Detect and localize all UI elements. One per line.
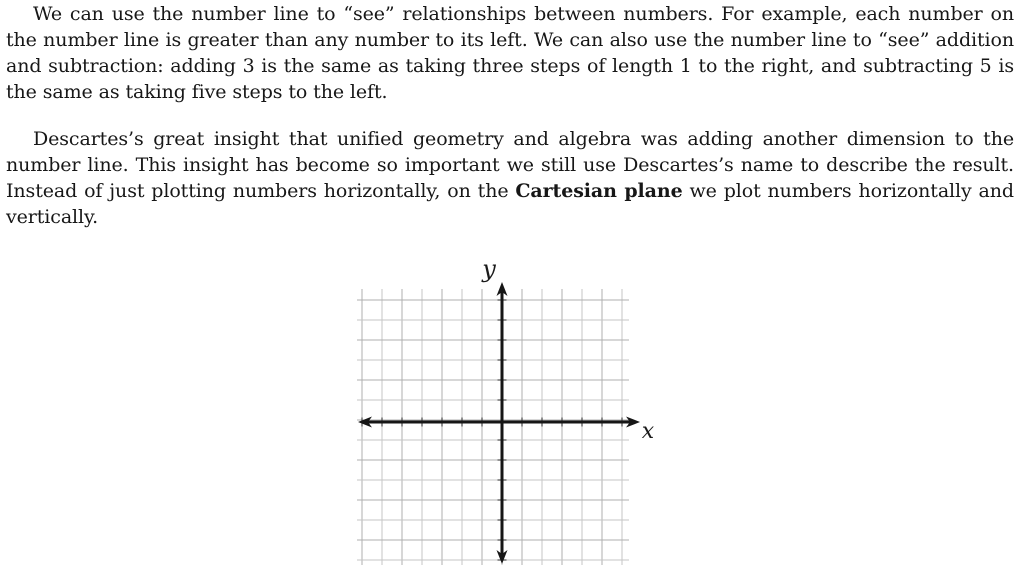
page-text [6, 1, 1014, 230]
cartesian-plane-term: Cartesian plane [515, 180, 683, 202]
paragraph-2-text-after: we plot numbers horizontally and vertically. [6, 180, 1014, 228]
cartesian-plane-svg [340, 253, 672, 574]
paragraph-2-text-before: Descartes’s great insight that unified geometry and algebra was adding another dimension to the number line. This insight has become so important we still use Descartes’s name to describe the result. Instead of just plotting numbers horizontally, on the [6, 128, 1014, 202]
paragraph-number-line: We can use the number line to “see” relationships between numbers. For example, each number on the number line is greater than any number to its left. We can also use the number line to “see” addition and subtraction: adding 3 is the same as taking three steps of length 1 to the right, and subtracting 5 is the same as taking five steps to the left. [6, 3, 1014, 103]
paragraph-cartesian-plane [6, 126, 1014, 230]
y-axis-label: y [482, 255, 496, 283]
cartesian-plane-figure [340, 253, 672, 574]
x-axis-label: x [641, 419, 655, 444]
